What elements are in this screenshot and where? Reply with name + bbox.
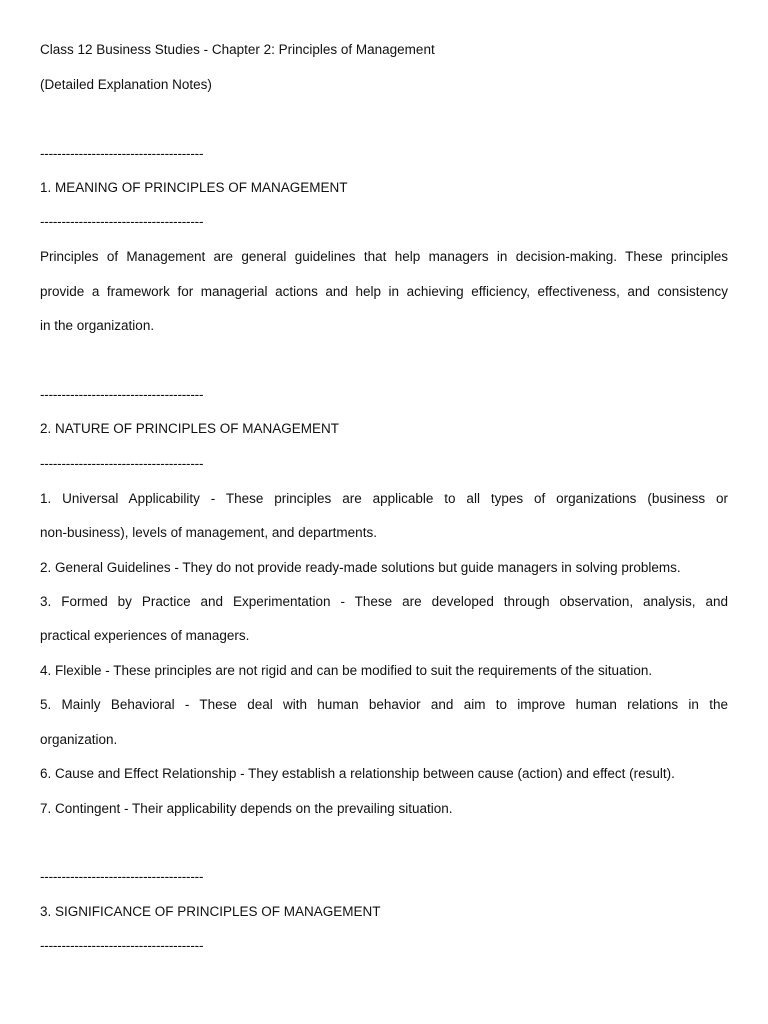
paragraph-line: Principles of Management are general guidelines that help managers in decision-making. These principles xyxy=(40,249,728,264)
list-item-line: 4. Flexible - These principles are not rigid and can be modified to suit the requirements of the situation. xyxy=(40,663,653,678)
paragraph-line: provide a framework for managerial actions and help in achieving efficiency, effectiveness, and consistency xyxy=(40,284,728,299)
list-item-line: 3. Formed by Practice and Experimentation - These are developed through observation, analysis, and xyxy=(40,594,728,609)
list-item-line: 1. Universal Applicability - These principles are applicable to all types of organizations (business or xyxy=(40,491,728,506)
section-divider: -------------------------------------- xyxy=(40,456,204,471)
list-item-line: 5. Mainly Behavioral - These deal with human behavior and aim to improve human relations in the xyxy=(40,697,728,712)
section-heading-meaning: 1. MEANING OF PRINCIPLES OF MANAGEMENT xyxy=(40,180,348,195)
document-subtitle: (Detailed Explanation Notes) xyxy=(40,77,212,92)
section-divider: -------------------------------------- xyxy=(40,214,204,229)
list-item-line: organization. xyxy=(40,732,118,747)
document-title: Class 12 Business Studies - Chapter 2: Principles of Management xyxy=(40,42,435,57)
section-heading-nature: 2. NATURE OF PRINCIPLES OF MANAGEMENT xyxy=(40,421,340,436)
list-item-line: practical experiences of managers. xyxy=(40,628,250,643)
section-divider: -------------------------------------- xyxy=(40,146,204,161)
section-divider: -------------------------------------- xyxy=(40,938,204,953)
list-item-line: non-business), levels of management, and departments. xyxy=(40,525,377,540)
section-divider: -------------------------------------- xyxy=(40,869,204,884)
list-item-line: 7. Contingent - Their applicability depends on the prevailing situation. xyxy=(40,801,453,816)
section-heading-significance: 3. SIGNIFICANCE OF PRINCIPLES OF MANAGEMENT xyxy=(40,904,381,919)
list-item-line: 6. Cause and Effect Relationship - They establish a relationship between cause (action) and effect (result). xyxy=(40,766,675,781)
section-divider: -------------------------------------- xyxy=(40,387,204,402)
paragraph-line: in the organization. xyxy=(40,318,155,333)
list-item-line: 2. General Guidelines - They do not provide ready-made solutions but guide managers in solving problems. xyxy=(40,560,681,575)
